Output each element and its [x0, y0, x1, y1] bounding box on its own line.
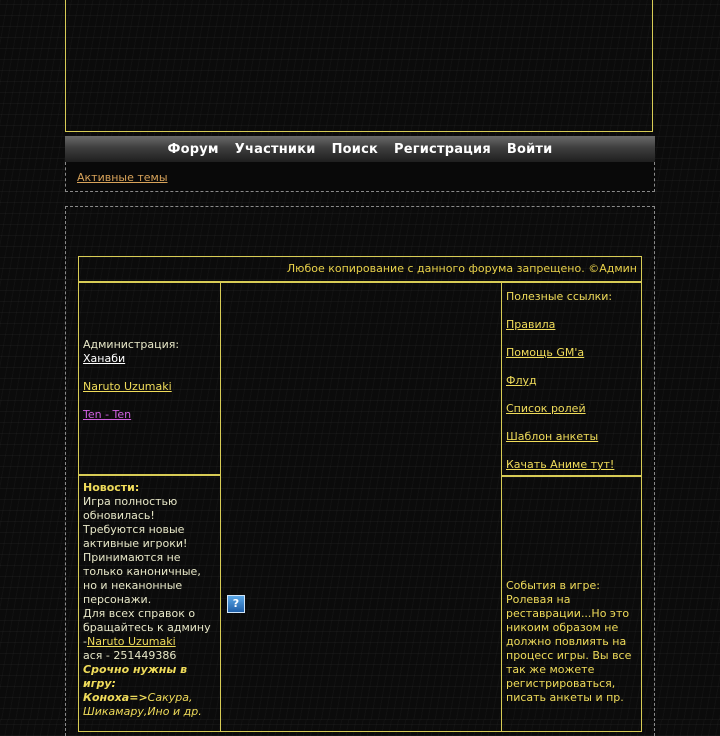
nav-members[interactable]: Участники [234, 141, 316, 157]
news-line [83, 607, 217, 649]
admin-link-tenten[interactable]: Ten - Ten [83, 408, 132, 421]
news-admin-link[interactable]: Naruto Uzumaki [86, 635, 176, 648]
center-panel [221, 282, 502, 732]
news-konoha [83, 691, 217, 719]
konoha-chars: Сакура, Шикамару,Ино и др. [83, 691, 202, 718]
news-panel [78, 475, 221, 732]
forum-banner [65, 0, 653, 132]
news-title: Новости: [83, 481, 140, 494]
nav-search[interactable]: Поиск [331, 141, 379, 157]
admin-link-hanabi[interactable]: Ханаби [83, 352, 126, 365]
konoha-label: Коноха=> [83, 691, 148, 704]
nav-register[interactable]: Регистрация [394, 141, 491, 157]
news-icq: ася - 251449386 [83, 649, 177, 662]
news-urgent: Срочно нужны в игру: [83, 663, 188, 690]
link-download-anime[interactable]: Качать Аниме тут! [506, 458, 615, 471]
useful-links-panel [501, 282, 642, 476]
news-line: Принимаются не только каноничные, но и неканонные персонажи. [83, 551, 201, 606]
link-gm-help[interactable]: Помощь GM'а [506, 346, 585, 359]
admin-link-naruto[interactable]: Naruto Uzumaki [83, 380, 172, 393]
active-topics-link[interactable]: Активные темы [77, 171, 168, 184]
news-line: Требуются новые активные игроки! [83, 523, 188, 550]
link-rules[interactable]: Правила [506, 318, 556, 331]
help-icon[interactable]: ? [227, 595, 245, 613]
news-line: Игра полностью обновилась! [83, 495, 178, 522]
main-nav [65, 136, 655, 162]
link-profile-template[interactable]: Шаблон анкеты [506, 430, 599, 443]
link-roles-list[interactable]: Список ролей [506, 402, 586, 415]
useful-links-label: Полезные ссылки: [506, 290, 613, 303]
link-flood[interactable]: Флуд [506, 374, 537, 387]
nav-login[interactable]: Войти [506, 141, 553, 157]
events-panel [501, 476, 642, 732]
events-text: События в игре: Ролевая на реставрации...Но это никоим образом не должно повлиять на процесс игры. Вы все так же можете регистрироваться, писать анкеты и пр. [506, 579, 632, 704]
admin-panel [78, 282, 221, 475]
copyright-bar [78, 256, 642, 282]
news-contact-text: Для всех справок о бращайтесь к админу - [83, 607, 211, 648]
copyright-notice: Любое копирование с данного форума запрещено. ©Админ [286, 262, 637, 275]
active-topics-bar [65, 162, 655, 192]
nav-forum[interactable]: Форум [167, 141, 219, 157]
admin-label: Администрация: [83, 338, 180, 351]
